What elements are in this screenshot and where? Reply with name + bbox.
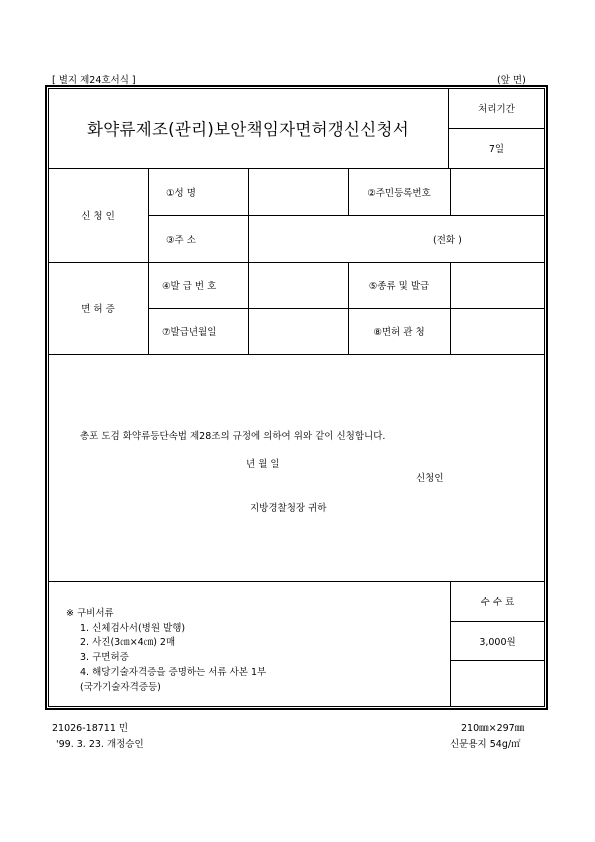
processing-period-value: 7일 [488, 144, 505, 155]
form-code: 21026-18711 민 [52, 723, 129, 734]
required-doc-item: (국가기술자격증등) [80, 682, 161, 693]
required-doc-item: 1. 신체검사서(병원 발행) [80, 623, 186, 634]
applicant-signature-label: 신청인 [416, 473, 444, 484]
issue-number-label: ④발 급 번 호 [162, 281, 217, 292]
processing-period-label: 처리기간 [478, 104, 515, 115]
fee-value: 3,000원 [479, 636, 516, 648]
rrn-label: ②주민등록번호 [367, 187, 431, 199]
license-office-label: ⑧면허 관 청 [373, 327, 425, 338]
application-statement: 총포 도검 화약류등단속법 제28조의 규정에 의하여 위와 같이 신청합니다. [80, 431, 386, 442]
license-type-field[interactable] [451, 263, 545, 308]
issue-date-label: ⑦발급년월일 [162, 327, 217, 338]
issue-date-field[interactable] [249, 309, 348, 354]
address-label: ③주 소 [166, 234, 196, 246]
fee-label: 수 수 료 [480, 597, 515, 608]
page-side: (앞 면) [497, 75, 526, 86]
license-group-label: 면 허 증 [81, 304, 115, 315]
paper-size: 210㎜×297㎜ [461, 723, 525, 734]
license-type-label: ⑤종류 및 발급 [368, 281, 430, 292]
applicant-group-label: 신 청 인 [81, 211, 115, 222]
form-title: 화약류제조(관리)보안책임자면허갱신신청서 [86, 120, 409, 139]
required-docs-heading: ※ 구비서류 [66, 608, 114, 619]
required-doc-item: 2. 사진(3㎝×4㎝) 2매 [80, 637, 176, 648]
phone-label: (전화 ) [433, 234, 462, 246]
address-field[interactable] [249, 216, 545, 262]
rrn-field[interactable] [451, 169, 545, 215]
name-field[interactable] [249, 169, 348, 215]
paper-type: 신문용지 54g/㎡ [450, 739, 521, 750]
name-label: ①성 명 [166, 187, 196, 199]
required-doc-item: 3. 구면허증 [80, 652, 129, 663]
license-office-field[interactable] [451, 309, 545, 354]
approval-date: '99. 3. 23. 개정승인 [56, 739, 144, 750]
required-doc-item: 4. 해당기술자격증을 증명하는 서류 사본 1부 [80, 667, 267, 678]
issue-number-field[interactable] [249, 263, 348, 308]
addressee: 지방경찰청장 귀하 [250, 503, 327, 514]
form-number: [ 별지 제24호서식 ] [52, 75, 136, 86]
date-line: 년 월 일 [246, 459, 280, 470]
